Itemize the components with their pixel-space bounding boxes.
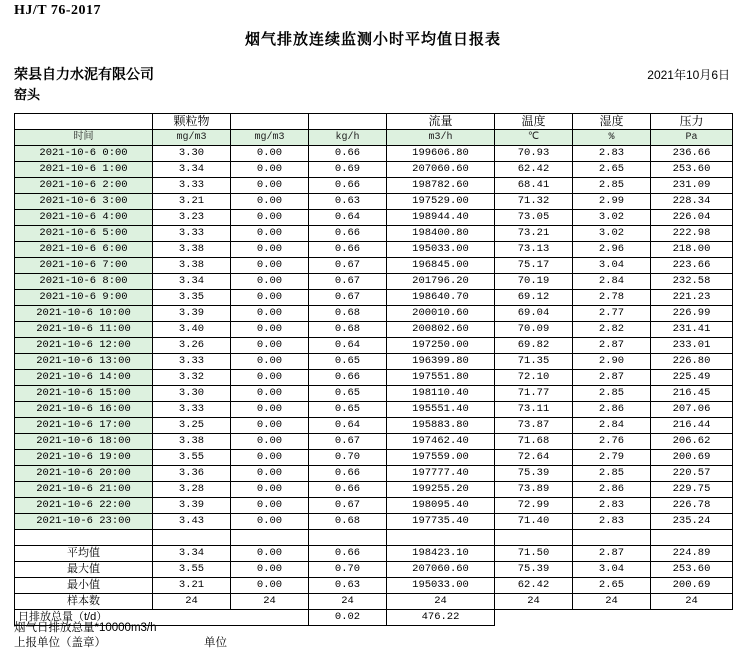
unit-header-cell: 时间: [15, 130, 153, 146]
table-row: [15, 274, 733, 290]
cell-value: 197551.80: [387, 370, 495, 386]
cell-time: 2021-10-6 0:00: [15, 146, 153, 162]
cell-value: 3.33: [153, 226, 231, 242]
cell-time: 2021-10-6 1:00: [15, 162, 153, 178]
cell-value: 0.00: [231, 418, 309, 434]
summary-value: 62.42: [495, 578, 573, 594]
cell-value: 226.78: [651, 498, 733, 514]
table-row: [15, 466, 733, 482]
cell-value: 3.39: [153, 306, 231, 322]
cell-value: 2.86: [573, 402, 651, 418]
cell-value: 0.00: [231, 450, 309, 466]
cell-value: 2.87: [573, 338, 651, 354]
cell-time: 2021-10-6 8:00: [15, 274, 153, 290]
table-row: [15, 322, 733, 338]
cell-value: 199255.20: [387, 482, 495, 498]
cell-value: 197250.00: [387, 338, 495, 354]
table-row: [15, 498, 733, 514]
cell-value: 216.44: [651, 418, 733, 434]
table-row: [15, 514, 733, 530]
summary-value: 24: [153, 594, 231, 610]
table-row: [15, 386, 733, 402]
summary-value: 24: [651, 594, 733, 610]
sub-unit-name: 窑头: [14, 87, 41, 102]
cell-value: 0.67: [309, 290, 387, 306]
summary-value: 0.00: [231, 578, 309, 594]
cell-value: 3.55: [153, 450, 231, 466]
cell-value: 0.00: [231, 402, 309, 418]
cell-time: 2021-10-6 23:00: [15, 514, 153, 530]
empty-cell: [573, 610, 651, 626]
cell-value: 2.90: [573, 354, 651, 370]
cell-value: 2.99: [573, 194, 651, 210]
cell-time: 2021-10-6 11:00: [15, 322, 153, 338]
cell-value: 2.83: [573, 498, 651, 514]
cell-value: 3.33: [153, 402, 231, 418]
group-header-cell: 压力: [651, 114, 733, 130]
cell-value: 2.96: [573, 242, 651, 258]
cell-value: 70.93: [495, 146, 573, 162]
report-date: 2021年10月6日: [647, 68, 730, 82]
group-header-cell: [231, 114, 309, 130]
cell-value: 73.21: [495, 226, 573, 242]
cell-value: 198782.60: [387, 178, 495, 194]
summary-value: 24: [495, 594, 573, 610]
cell-value: 0.66: [309, 226, 387, 242]
unit-header-cell: mg/m3: [231, 130, 309, 146]
summary-value: 0.70: [309, 562, 387, 578]
page-title: 烟气排放连续监测小时平均值日报表: [244, 31, 501, 48]
cell-time: 2021-10-6 3:00: [15, 194, 153, 210]
spacer-cell: [573, 530, 651, 546]
cell-value: 0.69: [309, 162, 387, 178]
spacer-cell: [387, 530, 495, 546]
cell-value: 71.77: [495, 386, 573, 402]
cell-value: 232.58: [651, 274, 733, 290]
cell-value: 0.64: [309, 338, 387, 354]
cell-value: 222.98: [651, 226, 733, 242]
spacer-cell: [231, 530, 309, 546]
cell-value: 3.36: [153, 466, 231, 482]
unit-header-cell: %: [573, 130, 651, 146]
cell-value: 220.57: [651, 466, 733, 482]
cell-value: 70.19: [495, 274, 573, 290]
summary-value: 198423.10: [387, 546, 495, 562]
group-header-cell: [15, 114, 153, 130]
cell-value: 69.04: [495, 306, 573, 322]
cell-time: 2021-10-6 19:00: [15, 450, 153, 466]
unit-header-cell: m3/h: [387, 130, 495, 146]
cell-value: 216.45: [651, 386, 733, 402]
group-header-cell: 颗粒物: [153, 114, 231, 130]
cell-value: 3.30: [153, 386, 231, 402]
cell-value: 0.00: [231, 194, 309, 210]
summary-value: 2.87: [573, 546, 651, 562]
summary-value: 24: [387, 594, 495, 610]
emission-data-table: [14, 113, 733, 626]
cell-value: 0.00: [231, 306, 309, 322]
cell-value: 223.66: [651, 258, 733, 274]
cell-value: 0.00: [231, 514, 309, 530]
spacer-cell: [495, 530, 573, 546]
summary-value: 24: [231, 594, 309, 610]
cell-value: 0.66: [309, 482, 387, 498]
summary-label: 最大值: [15, 562, 153, 578]
cell-value: 0.00: [231, 370, 309, 386]
summary-value: 71.50: [495, 546, 573, 562]
cell-value: 2.85: [573, 466, 651, 482]
cell-time: 2021-10-6 9:00: [15, 290, 153, 306]
cell-value: 3.25: [153, 418, 231, 434]
cell-value: 198944.40: [387, 210, 495, 226]
cell-time: 2021-10-6 14:00: [15, 370, 153, 386]
cell-value: 3.32: [153, 370, 231, 386]
cell-value: 3.04: [573, 258, 651, 274]
cell-value: 200010.60: [387, 306, 495, 322]
standard-code: HJ/T 76-2017: [14, 3, 102, 18]
cell-value: 2.84: [573, 274, 651, 290]
spacer-cell: [651, 530, 733, 546]
cell-value: 75.39: [495, 466, 573, 482]
group-header-cell: 湿度: [573, 114, 651, 130]
cell-value: 0.66: [309, 146, 387, 162]
cell-time: 2021-10-6 4:00: [15, 210, 153, 226]
cell-value: 3.28: [153, 482, 231, 498]
cell-value: 3.38: [153, 242, 231, 258]
table-row: [15, 210, 733, 226]
cell-value: 3.21: [153, 194, 231, 210]
spacer-cell: [153, 530, 231, 546]
cell-time: 2021-10-6 16:00: [15, 402, 153, 418]
cell-value: 201796.20: [387, 274, 495, 290]
cell-value: 71.32: [495, 194, 573, 210]
summary-value: 3.04: [573, 562, 651, 578]
cell-value: 2.83: [573, 514, 651, 530]
cell-value: 200.69: [651, 450, 733, 466]
cell-value: 69.12: [495, 290, 573, 306]
table-row: [15, 450, 733, 466]
cell-value: 3.26: [153, 338, 231, 354]
cell-value: 207.06: [651, 402, 733, 418]
cell-value: 198095.40: [387, 498, 495, 514]
cell-time: 2021-10-6 6:00: [15, 242, 153, 258]
cell-value: 197735.40: [387, 514, 495, 530]
cell-value: 71.40: [495, 514, 573, 530]
cell-value: 0.68: [309, 322, 387, 338]
cell-value: 199606.80: [387, 146, 495, 162]
cell-value: 0.00: [231, 178, 309, 194]
summary-value: 253.60: [651, 562, 733, 578]
group-header-cell: [309, 114, 387, 130]
table-row: [15, 354, 733, 370]
cell-value: 0.66: [309, 178, 387, 194]
cell-time: 2021-10-6 21:00: [15, 482, 153, 498]
table-row: [15, 370, 733, 386]
cell-value: 226.80: [651, 354, 733, 370]
cell-value: 221.23: [651, 290, 733, 306]
summary-label: 平均值: [15, 546, 153, 562]
cell-value: 73.87: [495, 418, 573, 434]
cell-value: 229.75: [651, 482, 733, 498]
cell-value: 198110.40: [387, 386, 495, 402]
cell-value: 3.33: [153, 354, 231, 370]
cell-value: 195033.00: [387, 242, 495, 258]
cell-value: 71.68: [495, 434, 573, 450]
cell-value: 2.87: [573, 370, 651, 386]
cell-time: 2021-10-6 17:00: [15, 418, 153, 434]
cell-value: 3.38: [153, 258, 231, 274]
summary-value: 207060.60: [387, 562, 495, 578]
cell-value: 0.67: [309, 498, 387, 514]
cell-value: 69.82: [495, 338, 573, 354]
cell-value: 2.83: [573, 146, 651, 162]
cell-time: 2021-10-6 10:00: [15, 306, 153, 322]
unit-header-cell: kg/h: [309, 130, 387, 146]
cell-value: 0.67: [309, 258, 387, 274]
cell-value: 253.60: [651, 162, 733, 178]
cell-value: 3.38: [153, 434, 231, 450]
table-row: [15, 178, 733, 194]
summary-value: 3.55: [153, 562, 231, 578]
unit-header-cell: mg/m3: [153, 130, 231, 146]
summary-row-min: [15, 578, 733, 594]
cell-value: 73.13: [495, 242, 573, 258]
summary-value: 0.63: [309, 578, 387, 594]
table-row: [15, 290, 733, 306]
cell-value: 3.35: [153, 290, 231, 306]
cell-value: 3.43: [153, 514, 231, 530]
summary-value: 75.39: [495, 562, 573, 578]
summary-value: 0.00: [231, 546, 309, 562]
summary-row-average: [15, 546, 733, 562]
cell-value: 2.78: [573, 290, 651, 306]
cell-value: 73.05: [495, 210, 573, 226]
cell-value: 2.77: [573, 306, 651, 322]
cell-value: 3.34: [153, 162, 231, 178]
cell-value: 72.64: [495, 450, 573, 466]
cell-value: 196399.80: [387, 354, 495, 370]
cell-value: 198640.70: [387, 290, 495, 306]
summary-value: 24: [573, 594, 651, 610]
cell-value: 62.42: [495, 162, 573, 178]
summary-value: 224.89: [651, 546, 733, 562]
cell-value: 0.00: [231, 242, 309, 258]
cell-value: 225.49: [651, 370, 733, 386]
cell-value: 3.02: [573, 210, 651, 226]
unit-header-cell: Pa: [651, 130, 733, 146]
summary-value: 0.00: [231, 562, 309, 578]
cell-time: 2021-10-6 20:00: [15, 466, 153, 482]
table-row: [15, 434, 733, 450]
cell-value: 71.35: [495, 354, 573, 370]
cell-value: 2.85: [573, 178, 651, 194]
cell-time: 2021-10-6 22:00: [15, 498, 153, 514]
footer-report-unit: 上报单位（盖章）: [14, 637, 106, 649]
cell-value: 72.99: [495, 498, 573, 514]
cell-value: 0.00: [231, 226, 309, 242]
footer-unit: 单位: [204, 637, 227, 649]
cell-value: 0.00: [231, 354, 309, 370]
table-row: [15, 258, 733, 274]
group-header-cell: 温度: [495, 114, 573, 130]
cell-value: 73.11: [495, 402, 573, 418]
cell-value: 0.00: [231, 274, 309, 290]
cell-value: 0.00: [231, 322, 309, 338]
cell-value: 2.86: [573, 482, 651, 498]
cell-value: 0.70: [309, 450, 387, 466]
cell-time: 2021-10-6 12:00: [15, 338, 153, 354]
summary-row-max: [15, 562, 733, 578]
summary-label: 最小值: [15, 578, 153, 594]
summary-value: 2.65: [573, 578, 651, 594]
summary-value: 3.34: [153, 546, 231, 562]
summary-value: 24: [309, 594, 387, 610]
cell-value: 72.10: [495, 370, 573, 386]
spacer-cell: [15, 530, 153, 546]
unit-header-cell: ℃: [495, 130, 573, 146]
cell-value: 195551.40: [387, 402, 495, 418]
cell-value: 3.23: [153, 210, 231, 226]
daily-total-mass: 0.02: [309, 610, 387, 626]
cell-value: 3.34: [153, 274, 231, 290]
cell-time: 2021-10-6 13:00: [15, 354, 153, 370]
cell-time: 2021-10-6 2:00: [15, 178, 153, 194]
table-row: [15, 482, 733, 498]
cell-value: 197462.40: [387, 434, 495, 450]
cell-value: 0.00: [231, 210, 309, 226]
empty-cell: [651, 610, 733, 626]
cell-value: 197777.40: [387, 466, 495, 482]
cell-value: 0.63: [309, 194, 387, 210]
cell-value: 0.65: [309, 402, 387, 418]
table-row: [15, 194, 733, 210]
summary-value: 3.21: [153, 578, 231, 594]
cell-value: 231.09: [651, 178, 733, 194]
cell-value: 0.66: [309, 370, 387, 386]
cell-value: 196845.00: [387, 258, 495, 274]
cell-value: 226.99: [651, 306, 733, 322]
cell-value: 218.00: [651, 242, 733, 258]
cell-value: 0.67: [309, 274, 387, 290]
cell-value: 0.65: [309, 386, 387, 402]
empty-cell: [495, 610, 573, 626]
company-name: 荣县自力水泥有限公司: [14, 66, 154, 82]
daily-total-flow: 476.22: [387, 610, 495, 626]
cell-value: 0.00: [231, 146, 309, 162]
cell-value: 0.00: [231, 290, 309, 306]
table-row: [15, 306, 733, 322]
cell-value: 195883.80: [387, 418, 495, 434]
table-row: [15, 242, 733, 258]
cell-value: 233.01: [651, 338, 733, 354]
cell-time: 2021-10-6 15:00: [15, 386, 153, 402]
cell-value: 3.02: [573, 226, 651, 242]
cell-value: 0.00: [231, 434, 309, 450]
cell-value: 206.62: [651, 434, 733, 450]
cell-value: 0.00: [231, 386, 309, 402]
table-unit-header-row: [15, 130, 733, 146]
group-header-cell: 流量: [387, 114, 495, 130]
cell-value: 197559.00: [387, 450, 495, 466]
cell-value: 70.09: [495, 322, 573, 338]
cell-value: 0.66: [309, 242, 387, 258]
cell-value: 0.65: [309, 354, 387, 370]
cell-value: 0.00: [231, 498, 309, 514]
cell-value: 207060.60: [387, 162, 495, 178]
cell-value: 0.00: [231, 162, 309, 178]
cell-time: 2021-10-6 18:00: [15, 434, 153, 450]
summary-value: 195033.00: [387, 578, 495, 594]
summary-label: 样本数: [15, 594, 153, 610]
cell-value: 0.67: [309, 434, 387, 450]
cell-value: 3.33: [153, 178, 231, 194]
table-row: [15, 226, 733, 242]
table-row: [15, 402, 733, 418]
table-row: [15, 338, 733, 354]
table-row: [15, 162, 733, 178]
cell-value: 231.41: [651, 322, 733, 338]
cell-value: 3.39: [153, 498, 231, 514]
cell-value: 3.40: [153, 322, 231, 338]
cell-value: 75.17: [495, 258, 573, 274]
cell-value: 3.30: [153, 146, 231, 162]
cell-value: 0.64: [309, 210, 387, 226]
table-row: [15, 146, 733, 162]
cell-value: 2.76: [573, 434, 651, 450]
cell-value: 0.66: [309, 466, 387, 482]
cell-value: 236.66: [651, 146, 733, 162]
cell-value: 68.41: [495, 178, 573, 194]
cell-value: 0.64: [309, 418, 387, 434]
table-row: [15, 418, 733, 434]
cell-value: 0.68: [309, 306, 387, 322]
daily-total-label: 日排放总量（t/d）: [15, 610, 309, 626]
cell-value: 198400.80: [387, 226, 495, 242]
cell-value: 200802.60: [387, 322, 495, 338]
cell-value: 2.65: [573, 162, 651, 178]
cell-value: 2.79: [573, 450, 651, 466]
table-group-header-row: [15, 114, 733, 130]
cell-value: 2.84: [573, 418, 651, 434]
summary-value: 0.66: [309, 546, 387, 562]
spacer-row: [15, 530, 733, 546]
cell-value: 73.89: [495, 482, 573, 498]
cell-value: 0.68: [309, 514, 387, 530]
spacer-cell: [309, 530, 387, 546]
summary-row-sample-count: [15, 594, 733, 610]
cell-value: 0.00: [231, 338, 309, 354]
cell-time: 2021-10-6 5:00: [15, 226, 153, 242]
cell-value: 0.00: [231, 466, 309, 482]
cell-value: 197529.00: [387, 194, 495, 210]
cell-value: 2.82: [573, 322, 651, 338]
cell-value: 0.00: [231, 482, 309, 498]
cell-time: 2021-10-6 7:00: [15, 258, 153, 274]
footer-note: 烟气日排放总量*10000m3/h: [14, 622, 157, 634]
cell-value: 0.00: [231, 258, 309, 274]
cell-value: 2.85: [573, 386, 651, 402]
cell-value: 226.04: [651, 210, 733, 226]
summary-value: 200.69: [651, 578, 733, 594]
cell-value: 228.34: [651, 194, 733, 210]
cell-value: 235.24: [651, 514, 733, 530]
